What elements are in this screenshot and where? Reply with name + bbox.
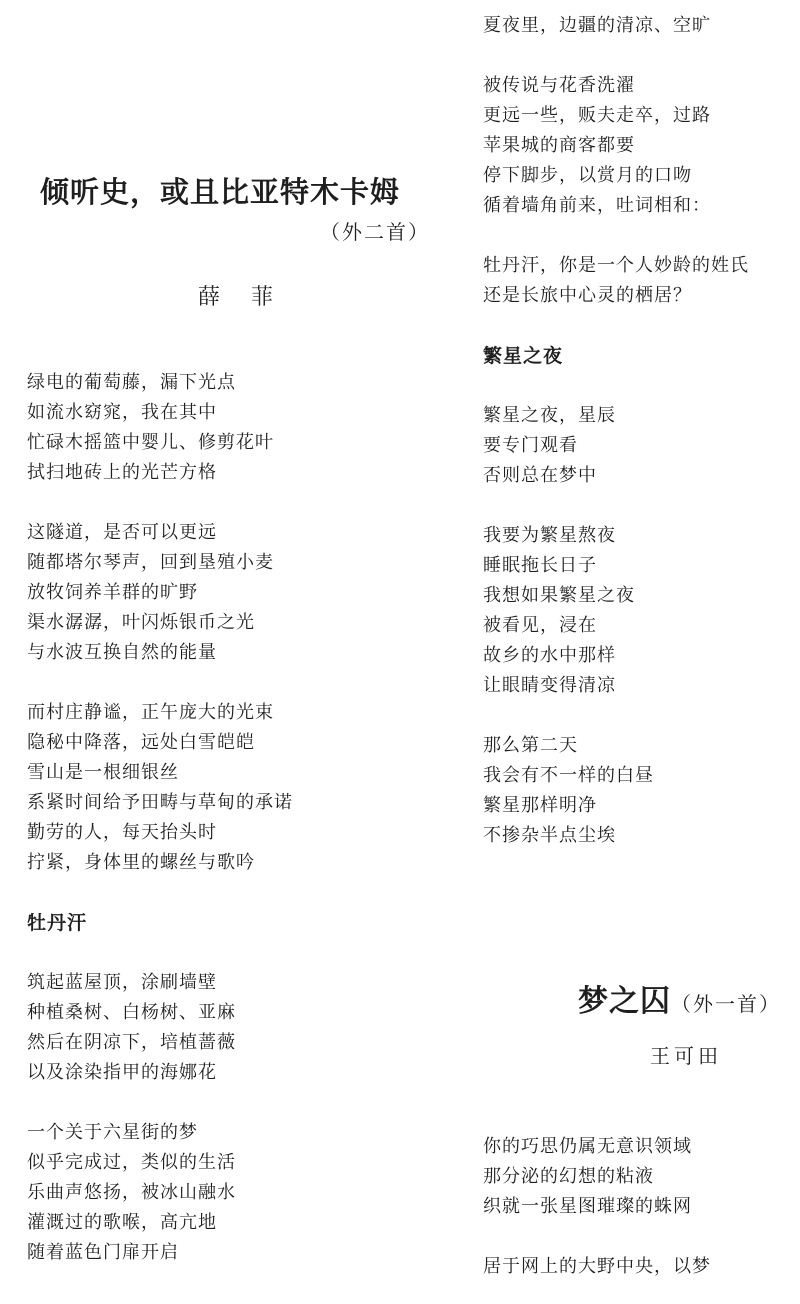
poem-line: 更远一些，贩夫走卒，过路 bbox=[483, 105, 711, 126]
stanza-break bbox=[483, 491, 788, 521]
poem-stanza bbox=[27, 518, 437, 668]
poem-line: 我会有不一样的白昼 bbox=[483, 765, 654, 786]
poem-line: 与水波互换自然的能量 bbox=[27, 642, 217, 663]
poem-line: 然后在阴凉下，培植蔷薇 bbox=[27, 1032, 236, 1053]
poem-line: 还是长旅中心灵的栖居？ bbox=[483, 285, 692, 306]
stanza-break bbox=[483, 221, 788, 251]
poem-stanza bbox=[483, 731, 788, 851]
poem-stanza bbox=[483, 401, 788, 491]
stanza-break bbox=[27, 938, 437, 968]
poem-stanza bbox=[483, 71, 788, 221]
section-title: 牡丹汗 bbox=[27, 912, 88, 934]
poem-line: 灌溉过的歌喉，高亢地 bbox=[27, 1212, 217, 1233]
poem-stanza bbox=[27, 968, 437, 1088]
poem-line: 那分泌的幻想的粘液 bbox=[483, 1166, 654, 1187]
stanza-break bbox=[27, 1088, 437, 1118]
stanza-break bbox=[27, 668, 437, 698]
poem-line: 要专门观看 bbox=[483, 435, 578, 456]
stanza-break bbox=[483, 701, 788, 731]
poem-line: 停下脚步，以赏月的口吻 bbox=[483, 165, 692, 186]
poem-line: 不掺杂半点尘埃 bbox=[483, 825, 616, 846]
poem-line: 而村庄静谧，正午庞大的光束 bbox=[27, 702, 274, 723]
stanza-break bbox=[483, 311, 788, 341]
right-column bbox=[483, 11, 788, 851]
poem-subtitle: （外一首） bbox=[671, 992, 781, 1016]
poem-line: 让眼睛变得清凉 bbox=[483, 675, 616, 696]
poem-line: 隐秘中降落，远处白雪皑皑 bbox=[27, 732, 255, 753]
poem-stanza bbox=[27, 698, 437, 878]
poem-line: 忙碌木摇篮中婴儿、修剪花叶 bbox=[27, 432, 274, 453]
poem-stanza bbox=[483, 1132, 788, 1222]
poem-stanza bbox=[483, 1252, 788, 1282]
poem-author: 王可田 bbox=[650, 1044, 722, 1068]
poem-line: 以及涂染指甲的海娜花 bbox=[27, 1062, 217, 1083]
poem-line: 被传说与花香洗濯 bbox=[483, 75, 635, 96]
poem-line: 你的巧思仍属无意识领域 bbox=[483, 1136, 692, 1157]
poem-line: 繁星之夜，星辰 bbox=[483, 405, 616, 426]
poem-line: 渠水潺潺，叶闪烁银币之光 bbox=[27, 612, 255, 633]
poem-line: 放牧饲养羊群的旷野 bbox=[27, 582, 198, 603]
poem-line: 夏夜里，边疆的清凉、空旷 bbox=[483, 15, 711, 36]
poem-line: 种植桑树、白杨树、亚麻 bbox=[27, 1002, 236, 1023]
stanza-break bbox=[27, 878, 437, 908]
poem-line: 繁星那样明净 bbox=[483, 795, 597, 816]
section-title: 繁星之夜 bbox=[483, 345, 564, 367]
poem-stanza bbox=[27, 368, 437, 488]
poem-line: 乐曲声悠扬，被冰山融水 bbox=[27, 1182, 236, 1203]
poem-stanza bbox=[483, 11, 788, 41]
poem-line: 居于网上的大野中央，以梦 bbox=[483, 1256, 711, 1277]
poem-line: 一个关于六星街的梦 bbox=[27, 1122, 198, 1143]
poem-line: 织就一张星图璀璨的蛛网 bbox=[483, 1196, 692, 1217]
poem-line: 睡眠拖长日子 bbox=[483, 555, 597, 576]
poem-line: 我想如果繁星之夜 bbox=[483, 585, 635, 606]
poem-heading bbox=[578, 976, 781, 1020]
poem-line: 如流水窈窕，我在其中 bbox=[27, 402, 217, 423]
poem-stanza bbox=[27, 1118, 437, 1268]
poem-line: 勤劳的人，每天抬头时 bbox=[27, 822, 217, 843]
poem-line: 苹果城的商客都要 bbox=[483, 135, 635, 156]
stanza-break bbox=[483, 371, 788, 401]
poem-line: 似乎完成过，类似的生活 bbox=[27, 1152, 236, 1173]
poem-line: 那么第二天 bbox=[483, 735, 578, 756]
poem-line: 否则总在梦中 bbox=[483, 465, 597, 486]
stanza-break bbox=[483, 1222, 788, 1252]
poem-title: 倾听史，或且比亚特木卡姆 bbox=[40, 175, 401, 209]
left-column bbox=[27, 368, 437, 1268]
poem-line: 筑起蓝屋顶，涂刷墙壁 bbox=[27, 972, 217, 993]
poem-line: 雪山是一根细银丝 bbox=[27, 762, 179, 783]
poem-line: 随都塔尔琴声，回到垦殖小麦 bbox=[27, 552, 274, 573]
poem-line: 被看见，浸在 bbox=[483, 615, 597, 636]
poem-line: 系紧时间给予田畴与草甸的承诺 bbox=[27, 792, 293, 813]
poem-line: 牡丹汗，你是一个人妙龄的姓氏 bbox=[483, 255, 749, 276]
poem-stanza bbox=[483, 251, 788, 311]
poem-line: 拭扫地砖上的光芒方格 bbox=[27, 462, 217, 483]
poem-line: 拧紧，身体里的螺丝与歌吟 bbox=[27, 852, 255, 873]
poem-line: 绿电的葡萄藤，漏下光点 bbox=[27, 372, 236, 393]
stanza-break bbox=[27, 488, 437, 518]
right-column-lower bbox=[483, 1132, 788, 1282]
poem-author: 薛 菲 bbox=[198, 285, 285, 310]
poem-line: 故乡的水中那样 bbox=[483, 645, 616, 666]
stanza-break bbox=[483, 41, 788, 71]
poem-stanza bbox=[483, 521, 788, 701]
poem-title: 梦之囚 bbox=[578, 984, 671, 1019]
poem-line: 我要为繁星熬夜 bbox=[483, 525, 616, 546]
poem-subtitle: （外二首） bbox=[320, 220, 430, 244]
poem-line: 循着墙角前来，吐词相和： bbox=[483, 195, 711, 216]
poem-line: 随着蓝色门扉开启 bbox=[27, 1242, 179, 1263]
poem-line: 这隧道，是否可以更远 bbox=[27, 522, 217, 543]
